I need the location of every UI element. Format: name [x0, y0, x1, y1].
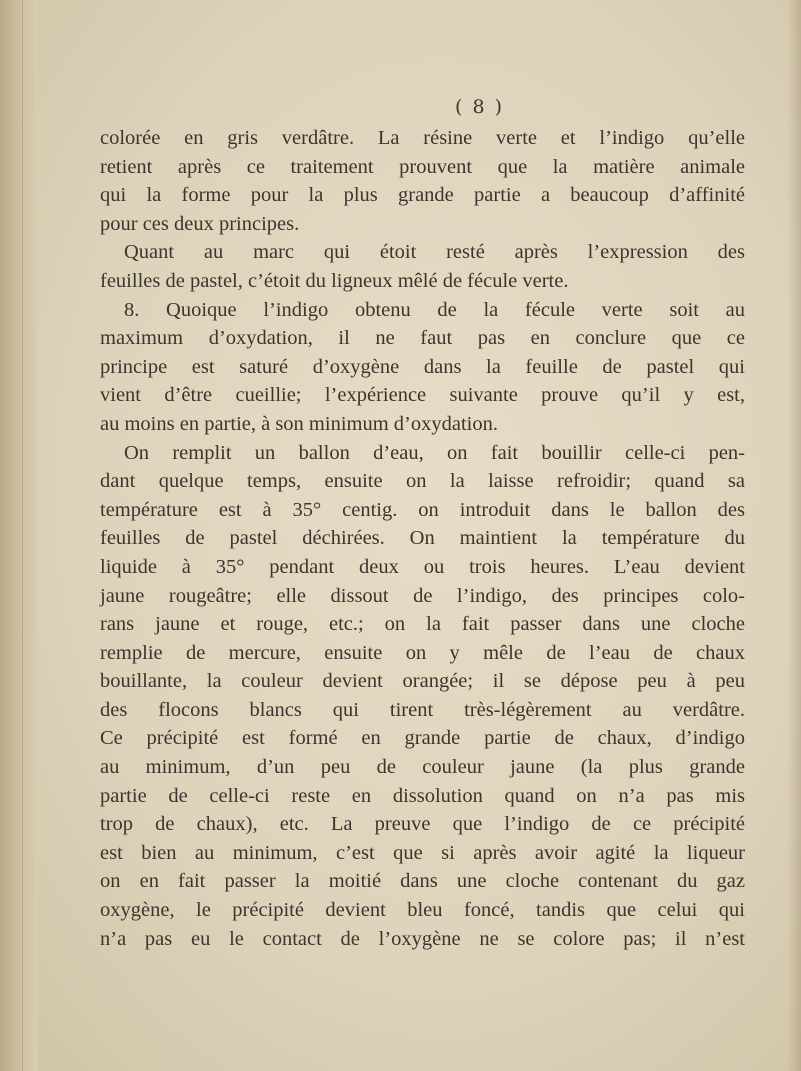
text-line: retient après ce traitement prouvent que la matière animale: [100, 155, 745, 178]
body-text: [100, 124, 745, 953]
text-line: est bien au minimum, c’est que si après avoir agité la liqueur: [100, 841, 745, 864]
text-line: pour ces deux principes.: [100, 212, 300, 235]
text-line: au moins en partie, à son minimum d’oxydation.: [100, 412, 498, 435]
text-line: 8. Quoique l’indigo obtenu de la fécule verte soit au: [124, 298, 745, 321]
text-line: oxygène, le précipité devient bleu foncé, tandis que celui qui: [100, 899, 745, 922]
text-line: température est à 35° centig. on introduit dans le ballon des: [100, 498, 745, 521]
book-spine-shadow: [0, 0, 38, 1071]
text-line: Quant au marc qui étoit resté après l’expression des: [124, 241, 745, 264]
text-line: colorée en gris verdâtre. La résine verte et l’indigo qu’elle: [100, 127, 745, 149]
text-line: feuilles de pastel déchirées. On maintient la température du: [100, 527, 745, 550]
text-line: dant quelque temps, ensuite on la laisse refroidir; quand sa: [100, 470, 745, 493]
text-line: liquide à 35° pendant deux ou trois heures. L’eau devient: [100, 555, 745, 578]
text-line: partie de celle-ci reste en dissolution quand on n’a pas mis: [100, 784, 745, 807]
text-line: qui la forme pour la plus grande partie a beaucoup d’affinité: [100, 184, 745, 207]
gutter-line: [22, 0, 23, 1071]
text-line: principe est saturé d’oxygène dans la feuille de pastel qui: [100, 355, 745, 378]
text-line: remplie de mercure, ensuite on y mêle de l’eau de chaux: [100, 641, 745, 664]
text-line: n’a pas eu le contact de l’oxygène ne se colore pas; il n’est: [100, 927, 745, 950]
text-line: feuilles de pastel, c’étoit du ligneux mêlé de fécule verte.: [100, 269, 569, 292]
text-line: On remplit un ballon d’eau, on fait bouillir celle-ci pen-: [124, 441, 745, 464]
text-line: jaune rougeâtre; elle dissout de l’indigo, des principes colo-: [100, 584, 745, 607]
text-line: vient d’être cueillie; l’expérience suivante prouve qu’il y est,: [100, 384, 745, 407]
page-edge-shadow: [787, 0, 801, 1071]
text-line: Ce précipité est formé en grande partie de chaux, d’indigo: [100, 727, 745, 750]
text-line: trop de chaux), etc. La preuve que l’indigo de ce précipité: [100, 813, 745, 836]
text-line: maximum d’oxydation, il ne faut pas en conclure que ce: [100, 327, 745, 350]
text-line: rans jaune et rouge, etc.; on la fait passer dans une cloche: [100, 613, 745, 636]
text-line: bouillante, la couleur devient orangée; il se dépose peu à peu: [100, 670, 745, 693]
text-line: des flocons blancs qui tirent très-légèrement au verdâtre.: [100, 698, 745, 721]
text-line: au minimum, d’un peu de couleur jaune (la plus grande: [100, 756, 745, 779]
text-line: on en fait passer la moitié dans une cloche contenant du gaz: [100, 870, 745, 893]
page-number: ( 8 ): [455, 96, 504, 118]
